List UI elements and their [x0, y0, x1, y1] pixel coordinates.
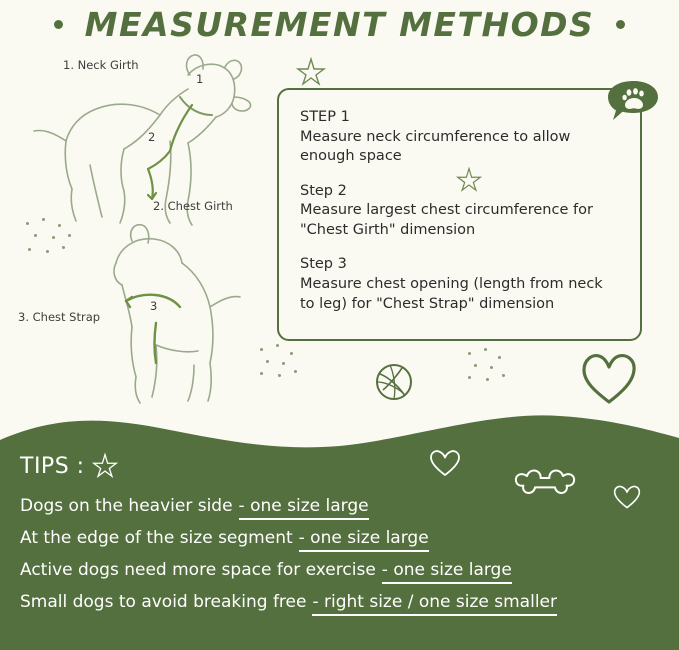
page-title: MEASUREMENT METHODS	[84, 4, 595, 44]
tip-row-1	[20, 498, 670, 515]
yarn-ball-icon	[374, 362, 414, 402]
tips-list	[20, 498, 670, 626]
title-dot-left-icon	[54, 20, 63, 29]
marker-3: 3	[150, 299, 158, 313]
tips-star-icon	[92, 452, 118, 478]
tip-row-4	[20, 594, 670, 611]
heart-doodle-icon	[578, 346, 640, 408]
tips-heading-text: TIPS :	[20, 454, 85, 479]
label-chest-strap: 3. Chest Strap	[18, 310, 101, 324]
paw-bubble-icon	[607, 80, 659, 122]
step-3-title: Step 3	[300, 256, 347, 273]
page-title-row	[0, 0, 679, 48]
title-dot-right-icon	[616, 20, 625, 29]
dots-cluster-left	[24, 218, 76, 256]
dots-cluster-mid	[258, 344, 302, 378]
tip-1-text: Dogs on the heavier side	[20, 496, 233, 516]
step-1-body: Measure neck circumference to allow enough space	[300, 128, 571, 165]
step-2-body: Measure largest chest circumference for "Chest Girth" dimension	[300, 202, 593, 238]
tip-row-3	[20, 562, 670, 579]
label-neck-girth: 1. Neck Girth	[63, 58, 139, 72]
label-chest-girth: 2. Chest Girth	[153, 199, 233, 213]
tip-3-text: Active dogs need more space for exercise	[20, 560, 376, 580]
marker-2: 2	[148, 130, 156, 144]
tips-heading	[20, 454, 85, 479]
heart-small-icon-1	[428, 446, 462, 480]
tip-2-text: At the edge of the size segment	[20, 528, 293, 548]
steps-content	[279, 90, 640, 314]
tip-3-answer: - one size large	[382, 560, 512, 584]
step-1-title: STEP 1	[300, 109, 350, 125]
dots-cluster-right	[466, 348, 510, 382]
star-doodle-icon	[296, 56, 326, 86]
tip-1-answer: - one size large	[239, 496, 369, 520]
tip-4-text: Small dogs to avoid breaking free	[20, 592, 307, 612]
step-2-title: Step 2	[300, 182, 347, 199]
marker-1: 1	[196, 72, 204, 86]
tip-4-answer: - right size / one size smaller	[312, 592, 557, 616]
step-3-body: Measure chest opening (length from neck to leg) for "Chest Strap" dimension	[300, 275, 603, 312]
steps-box	[277, 88, 642, 341]
tip-row-2	[20, 530, 670, 547]
tip-2-answer: - one size large	[299, 528, 429, 552]
